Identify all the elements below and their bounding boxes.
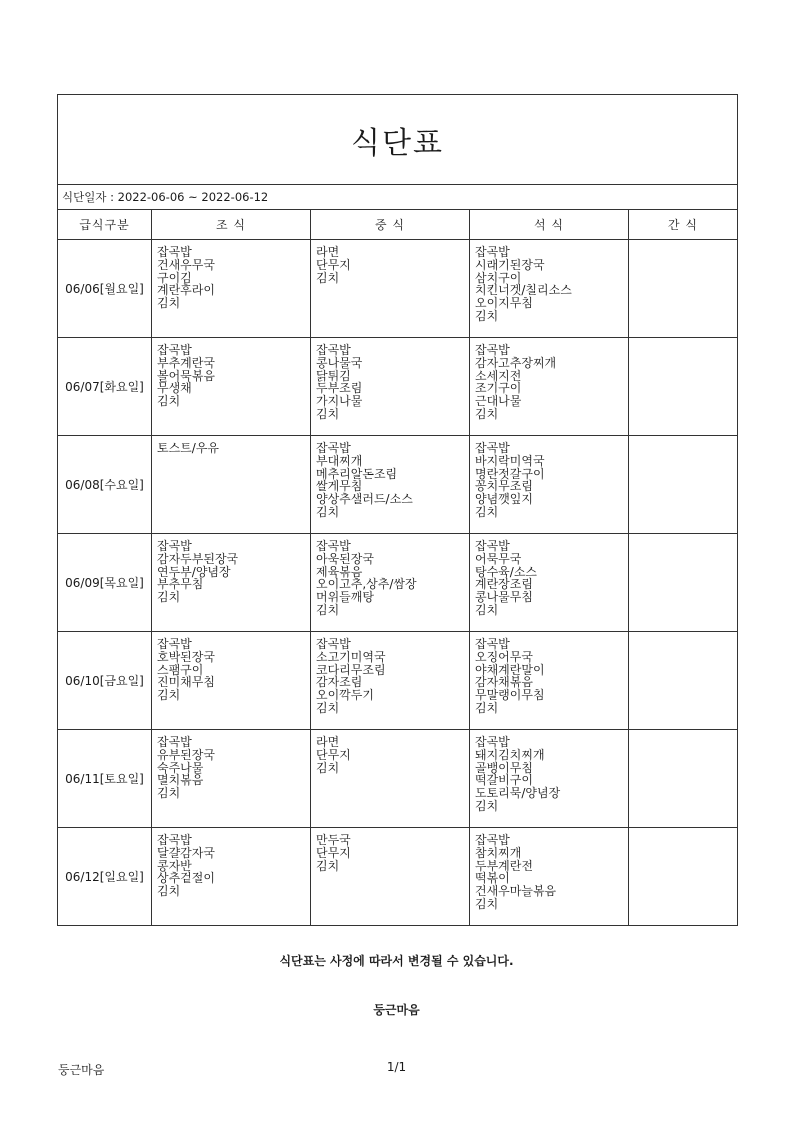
menu-item: 오이깍두기	[316, 688, 374, 703]
menu-item: 숙주나물	[157, 760, 204, 775]
menu-item: 건새우무국	[157, 257, 215, 272]
menu-item: 김치	[316, 270, 340, 285]
menu-item: 조기구이	[475, 381, 522, 396]
breakfast-cell	[152, 730, 311, 828]
menu-item: 유부된장국	[157, 747, 215, 762]
menu-item: 잡곡밥	[475, 637, 510, 651]
menu-item: 김치	[475, 602, 499, 617]
dinner-cell	[470, 632, 629, 730]
dinner-menu-list	[470, 828, 628, 911]
breakfast-menu-list	[152, 730, 310, 800]
breakfast-cell	[152, 240, 311, 338]
dinner-menu-list	[470, 436, 628, 519]
menu-item: 잡곡밥	[316, 539, 351, 553]
lunch-menu-list	[311, 730, 469, 774]
dinner-menu-list	[470, 730, 628, 813]
menu-item: 콩나물국	[316, 355, 363, 370]
menu-item: 무생채	[157, 381, 192, 396]
snack-menu-list	[629, 730, 737, 736]
menu-item: 단무지	[316, 257, 351, 272]
meal-plan-table	[57, 94, 738, 926]
menu-item: 잡곡밥	[475, 735, 510, 749]
dinner-cell	[470, 828, 629, 926]
menu-item: 진미채무침	[157, 675, 215, 690]
lunch-menu-list	[311, 632, 469, 715]
menu-item: 근대나물	[475, 394, 522, 409]
menu-item: 오징어무국	[475, 649, 533, 664]
menu-item: 라면	[316, 735, 340, 749]
lunch-cell	[311, 436, 470, 534]
menu-item: 잡곡밥	[157, 833, 192, 847]
breakfast-menu-list	[152, 632, 310, 702]
menu-item: 삼치구이	[475, 270, 522, 285]
footer-organization: 둥근마음	[58, 1063, 105, 1077]
lunch-cell	[311, 730, 470, 828]
lunch-menu-list	[311, 436, 469, 519]
menu-item: 잡곡밥	[157, 539, 192, 553]
menu-item: 떡갈비구이	[475, 773, 533, 788]
menu-item: 콩자반	[157, 858, 192, 873]
meal-plan-sheet	[57, 94, 737, 926]
menu-item: 상추겉절이	[157, 871, 215, 886]
breakfast-cell	[152, 338, 311, 436]
menu-item: 명란젓갈구이	[475, 466, 545, 481]
lunch-menu-list	[311, 338, 469, 421]
snack-menu-list	[629, 338, 737, 344]
menu-item: 계란후라이	[157, 283, 215, 298]
lunch-menu-list	[311, 828, 469, 872]
day-date: 06/08[수요일]	[58, 436, 152, 534]
menu-item: 김치	[316, 504, 340, 519]
menu-item: 김치	[157, 590, 181, 605]
dinner-cell	[470, 436, 629, 534]
menu-item: 머위들깨탕	[316, 590, 374, 605]
breakfast-menu-list	[152, 534, 310, 604]
day-date: 06/09[목요일]	[58, 534, 152, 632]
menu-item: 구이김	[157, 270, 192, 285]
snack-cell	[629, 632, 738, 730]
menu-item: 바지락미역국	[475, 453, 545, 468]
menu-item: 잡곡밥	[316, 637, 351, 651]
dinner-menu-list	[470, 338, 628, 421]
change-notice: 식단표는 사정에 따라서 변경될 수 있습니다.	[279, 954, 514, 968]
menu-item: 오이고추,상추/쌈장	[316, 577, 417, 592]
day-row	[58, 240, 738, 338]
menu-item: 멸치볶음	[157, 773, 204, 788]
menu-item: 부추무침	[157, 577, 204, 592]
menu-item: 토스트/우유	[157, 441, 220, 455]
day-rows	[58, 240, 738, 926]
menu-item: 잡곡밥	[316, 343, 351, 357]
dinner-menu-list	[470, 632, 628, 715]
menu-item: 시래기된장국	[475, 257, 545, 272]
menu-item: 잡곡밥	[475, 539, 510, 553]
header-snack: 간 식	[629, 210, 738, 240]
dinner-cell	[470, 534, 629, 632]
menu-item: 감자조림	[316, 675, 363, 690]
snack-menu-list	[629, 632, 737, 638]
day-row	[58, 632, 738, 730]
menu-item: 계란장조림	[475, 577, 533, 592]
menu-item: 아욱된장국	[316, 551, 374, 566]
menu-item: 김치	[316, 858, 340, 873]
menu-item: 두부조림	[316, 381, 363, 396]
menu-item: 잡곡밥	[157, 637, 192, 651]
menu-item: 스팸구이	[157, 662, 204, 677]
lunch-cell	[311, 828, 470, 926]
dinner-menu-list	[470, 534, 628, 617]
lunch-cell	[311, 338, 470, 436]
lunch-menu-list	[311, 240, 469, 284]
menu-item: 김치	[475, 406, 499, 421]
day-date: 06/12[일요일]	[58, 828, 152, 926]
breakfast-cell	[152, 534, 311, 632]
menu-item: 건새우마늘볶음	[475, 884, 557, 899]
menu-item: 도토리묵/양념장	[475, 786, 561, 801]
menu-item: 김치	[316, 760, 340, 775]
menu-item: 만두국	[316, 833, 351, 847]
breakfast-menu-list	[152, 828, 310, 898]
menu-item: 볼어묵볶음	[157, 368, 215, 383]
menu-item: 김치	[157, 394, 181, 409]
snack-cell	[629, 338, 738, 436]
menu-item: 쌀게무침	[316, 479, 363, 494]
breakfast-cell	[152, 828, 311, 926]
page-title: 식단표	[58, 95, 738, 185]
menu-item: 호박된장국	[157, 649, 215, 664]
snack-menu-list	[629, 828, 737, 834]
menu-item: 소고기미역국	[316, 649, 386, 664]
lunch-menu-list	[311, 534, 469, 617]
menu-item: 연두부/양념장	[157, 564, 231, 579]
menu-item: 김치	[475, 504, 499, 519]
menu-item: 가지나물	[316, 394, 363, 409]
breakfast-menu-list	[152, 240, 310, 310]
menu-item: 닭튀김	[316, 368, 351, 383]
menu-item: 소세지전	[475, 368, 522, 383]
header-category: 급식구분	[58, 210, 152, 240]
menu-item: 양상추샐러드/소스	[316, 492, 413, 507]
menu-item: 김치	[157, 884, 181, 899]
menu-item: 부대찌개	[316, 453, 363, 468]
menu-item: 골뱅이무침	[475, 760, 533, 775]
snack-cell	[629, 730, 738, 828]
breakfast-menu-list	[152, 338, 310, 408]
menu-item: 잡곡밥	[316, 441, 351, 455]
menu-item: 돼지김치찌개	[475, 747, 545, 762]
menu-item: 단무지	[316, 747, 351, 762]
menu-item: 김치	[475, 700, 499, 715]
snack-menu-list	[629, 240, 737, 246]
day-date: 06/06[월요일]	[58, 240, 152, 338]
menu-item: 떡볶이	[475, 871, 510, 886]
day-row	[58, 338, 738, 436]
dinner-cell	[470, 730, 629, 828]
header-row	[58, 210, 738, 240]
menu-item: 잡곡밥	[157, 245, 192, 259]
menu-item: 코다리무조림	[316, 662, 386, 677]
menu-item: 잡곡밥	[157, 735, 192, 749]
menu-item: 달걀감자국	[157, 845, 215, 860]
menu-item: 김치	[157, 296, 181, 311]
menu-item: 부추계란국	[157, 355, 215, 370]
menu-item: 콩나물무침	[475, 590, 533, 605]
lunch-cell	[311, 240, 470, 338]
menu-item: 김치	[475, 798, 499, 813]
dinner-menu-list	[470, 240, 628, 323]
menu-item: 야채계란말이	[475, 662, 545, 677]
header-dinner: 석 식	[470, 210, 629, 240]
breakfast-menu-list	[152, 436, 310, 455]
breakfast-cell	[152, 436, 311, 534]
menu-item: 라면	[316, 245, 340, 259]
menu-item: 단무지	[316, 845, 351, 860]
dinner-cell	[470, 338, 629, 436]
menu-item: 김치	[316, 406, 340, 421]
header-lunch: 중 식	[311, 210, 470, 240]
menu-item: 감자두부된장국	[157, 551, 239, 566]
menu-item: 김치	[316, 602, 340, 617]
day-date: 06/07[화요일]	[58, 338, 152, 436]
day-row	[58, 534, 738, 632]
lunch-cell	[311, 534, 470, 632]
menu-item: 감자채볶음	[475, 675, 533, 690]
menu-item: 잡곡밥	[475, 245, 510, 259]
organization-name: 둥근마음	[373, 1003, 420, 1017]
menu-item: 잡곡밥	[157, 343, 192, 357]
menu-item: 탕수육/소스	[475, 564, 538, 579]
snack-cell	[629, 436, 738, 534]
menu-item: 두부계란전	[475, 858, 533, 873]
period-label: 식단일자 : 2022-06-06 ~ 2022-06-12	[58, 185, 738, 210]
menu-item: 참치찌개	[475, 845, 522, 860]
menu-item: 무말랭이무침	[475, 688, 545, 703]
menu-item: 어묵무국	[475, 551, 522, 566]
snack-cell	[629, 240, 738, 338]
menu-item: 오이지무침	[475, 296, 533, 311]
menu-item: 양념깻잎지	[475, 492, 533, 507]
menu-item: 김치	[475, 308, 499, 323]
breakfast-cell	[152, 632, 311, 730]
menu-item: 제육볶음	[316, 564, 363, 579]
menu-item: 메추리알돈조림	[316, 466, 398, 481]
day-date: 06/11[토요일]	[58, 730, 152, 828]
snack-cell	[629, 828, 738, 926]
page-number: 1/1	[386, 1060, 407, 1074]
menu-item: 김치	[316, 700, 340, 715]
header-breakfast: 조 식	[152, 210, 311, 240]
day-date: 06/10[금요일]	[58, 632, 152, 730]
day-row	[58, 828, 738, 926]
menu-item: 김치	[157, 688, 181, 703]
snack-menu-list	[629, 534, 737, 540]
snack-menu-list	[629, 436, 737, 442]
snack-cell	[629, 534, 738, 632]
menu-item: 잡곡밥	[475, 343, 510, 357]
menu-item: 잡곡밥	[475, 833, 510, 847]
dinner-cell	[470, 240, 629, 338]
day-row	[58, 730, 738, 828]
day-row	[58, 436, 738, 534]
menu-item: 잡곡밥	[475, 441, 510, 455]
lunch-cell	[311, 632, 470, 730]
menu-item: 김치	[475, 896, 499, 911]
menu-item: 감자고추장찌개	[475, 355, 557, 370]
menu-item: 치킨너겟/칠리소스	[475, 283, 572, 298]
menu-item: 꽁치무조림	[475, 479, 533, 494]
menu-item: 김치	[157, 786, 181, 801]
